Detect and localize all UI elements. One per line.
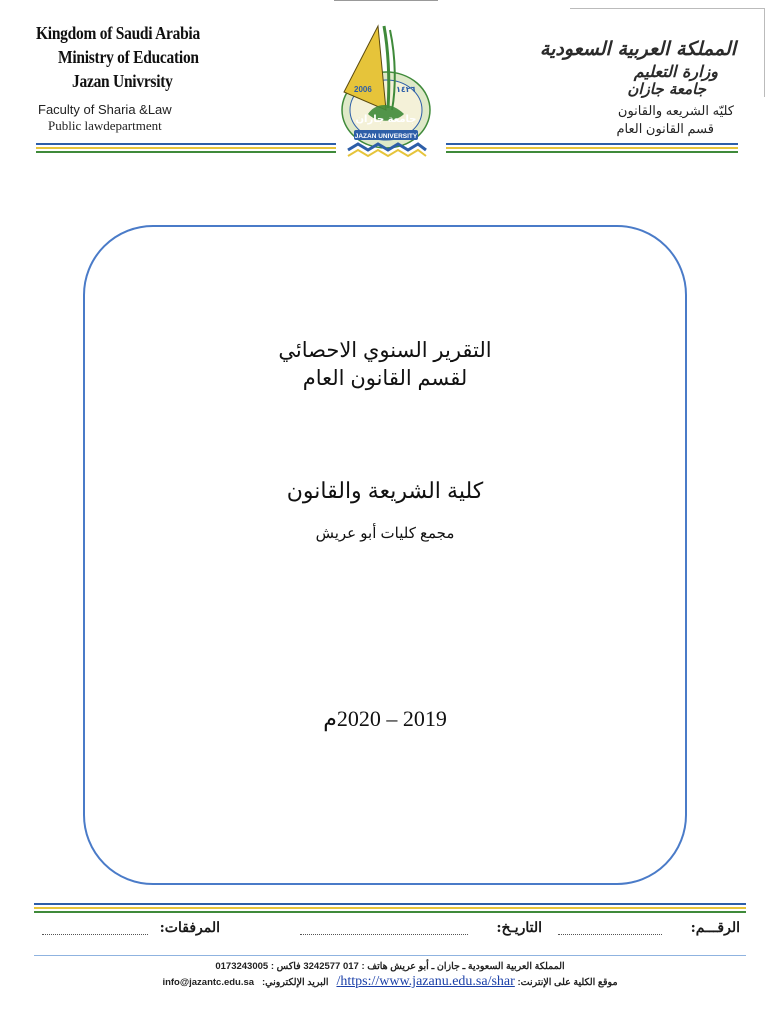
website-link[interactable]: https://www.jazanu.edu.sa/shar/	[336, 974, 515, 989]
attachments-label: المرفقات:	[159, 920, 220, 936]
kingdom-en: Kingdom of Saudi Arabia	[36, 23, 200, 43]
ministry-ar: وزارة التعليم	[633, 62, 718, 81]
logo-name-en: JAZAN UNIVERSITY	[354, 133, 418, 140]
complex-name: مجمع كليات أبو عريش	[315, 525, 455, 542]
website-label: موقع الكلية على الإنترنت:	[517, 977, 618, 988]
university-ar: جامعة جازان	[627, 80, 706, 98]
department-ar: قسم القانون العام	[616, 121, 714, 136]
faculty-en: Faculty of Sharia &Law	[38, 102, 172, 117]
ministry-en: Ministry of Education	[58, 47, 199, 67]
academic-year: 2019 – 2020م	[323, 706, 447, 731]
email-link[interactable]: info@jazantc.edu.sa	[162, 977, 255, 988]
date-label: التاريـخ:	[496, 920, 542, 936]
contact-row	[34, 974, 746, 990]
report-title: التقرير السنوي الاحصائي	[278, 339, 492, 362]
department-en: Public lawdepartment	[48, 118, 162, 133]
header-separator-left	[36, 143, 336, 155]
college-address: المملكة العربية السعودية ـ جازان ـ أبو عريش هاتف : 017 3242577 فاكس : 0173243005	[215, 961, 565, 972]
attachments-field[interactable]	[42, 924, 148, 935]
college-name: كلية الشريعة والقانون	[286, 478, 484, 503]
report-subtitle: لقسم القانون العام	[302, 367, 468, 390]
logo-name-ar: جامعة جازان	[355, 114, 417, 125]
logo-year-left: 2006	[354, 85, 372, 94]
date-field[interactable]	[300, 924, 468, 935]
header-separator-right	[446, 143, 738, 155]
top-edge-line	[334, 0, 438, 1]
footer-bottom-line	[34, 955, 746, 956]
number-label: الرقـــم:	[690, 920, 740, 936]
logo-year-right: ١٤٢٦	[396, 85, 416, 94]
number-field[interactable]	[558, 924, 662, 935]
kingdom-ar: المملكة العربية السعودية	[539, 38, 736, 60]
faculty-ar: كليّه الشريعه والقانون	[617, 103, 734, 118]
footer-separator	[34, 903, 746, 915]
university-logo	[326, 18, 446, 160]
university-en: Jazan Univrsity	[72, 71, 173, 91]
cover-frame	[83, 225, 687, 885]
email-label: البريد الإلكتروني:	[262, 977, 329, 988]
